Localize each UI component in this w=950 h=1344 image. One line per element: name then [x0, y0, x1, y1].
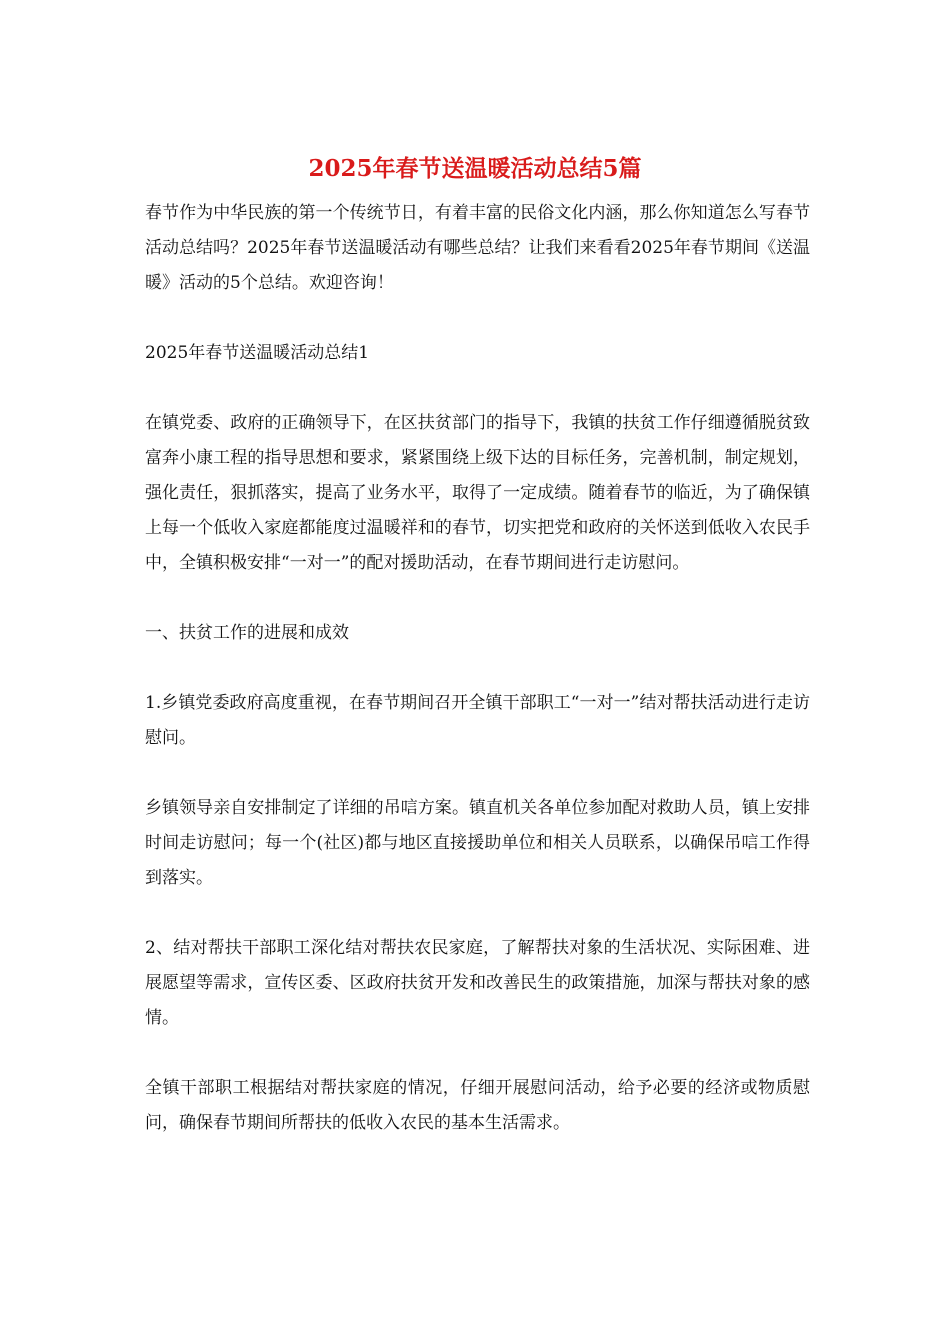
section-heading-progress: 一、扶贫工作的进展和成效: [145, 623, 349, 643]
body-paragraph: 乡镇领导亲自安排制定了详细的吊唁方案。镇直机关各单位参加配对救助人员，镇上安排时间走访慰问；每一个(社区)都与地区直接援助单位和相关人员联系，以确保吊唁工作得到落实。: [145, 798, 810, 888]
section-heading-summary-1: 2025年春节送温暖活动总结1: [145, 343, 370, 363]
intro-paragraph: 春节作为中华民族的第一个传统节日，有着丰富的民俗文化内涵，那么你知道怎么写春节活动总结吗？2025年春节送温暖活动有哪些总结？让我们来看看2025年春节期间《送温暖》活动的5个总结。欢迎咨询！: [145, 203, 810, 293]
document-title: 2025年春节送温暖活动总结5篇: [308, 155, 642, 182]
list-item-2: 2、结对帮扶干部职工深化结对帮扶农民家庭，了解帮扶对象的生活状况、实际困难、进展愿望等需求，宣传区委、区政府扶贫开发和改善民生的政策措施，加深与帮扶对象的感情。: [145, 938, 810, 1028]
body-paragraph: 全镇干部职工根据结对帮扶家庭的情况，仔细开展慰问活动，给予必要的经济或物质慰问，确保春节期间所帮扶的低收入农民的基本生活需求。: [145, 1078, 810, 1133]
body-paragraph: 在镇党委、政府的正确领导下，在区扶贫部门的指导下，我镇的扶贫工作仔细遵循脱贫致富奔小康工程的指导思想和要求，紧紧围绕上级下达的目标任务，完善机制，制定规划，强化责任，狠抓落实，提高了业务水平，取得了一定成绩。随着春节的临近，为了确保镇上每一个低收入家庭都能度过温暖祥和的春节，切实把党和政府的关怀送到低收入农民手中，全镇积极安排“一对一”的配对援助活动，在春节期间进行走访慰问。: [145, 413, 810, 573]
list-item-1: 1.乡镇党委政府高度重视，在春节期间召开全镇干部职工“一对一”结对帮扶活动进行走访慰问。: [145, 693, 810, 748]
document-body: [145, 196, 810, 1141]
